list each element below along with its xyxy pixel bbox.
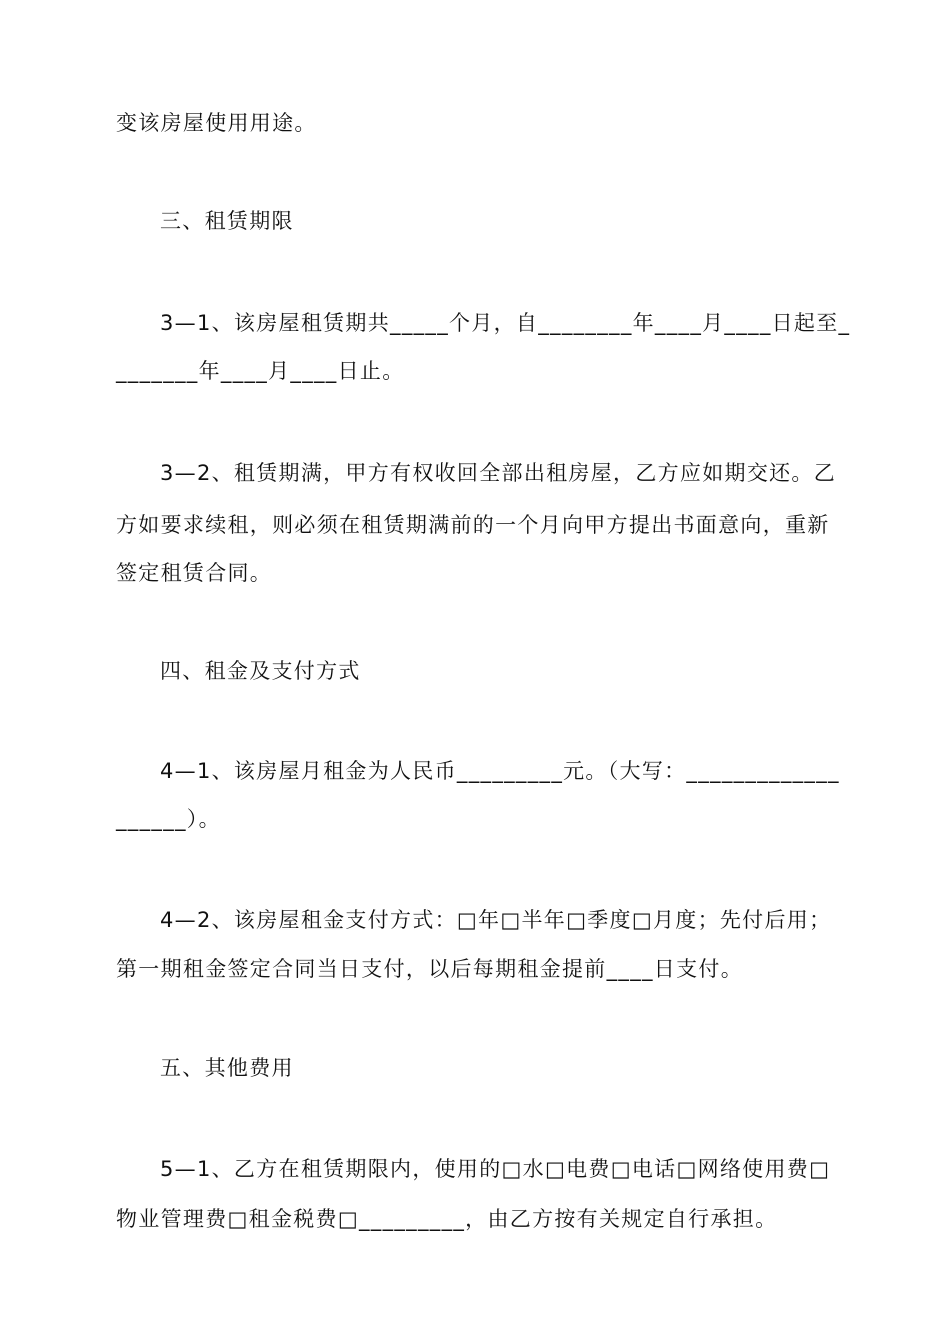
section-heading-lease-term: 三、租赁期限: [160, 209, 294, 233]
clause-5-1-line-1: 5—1、乙方在租赁期限内，使用的□水□电费□电话□网络使用费□: [160, 1157, 831, 1181]
clause-4-1-line-1: 4—1、该房屋月租金为人民币_________元。（大写：_____________: [160, 759, 840, 783]
clause-3-2-line-1: 3—2、租赁期满，甲方有权收回全部出租房屋，乙方应如期交还。乙: [160, 461, 837, 485]
clause-3-2-line-3: 签定租赁合同。: [116, 561, 273, 585]
clause-3-1-line-2: _______年____月____日止。: [116, 359, 405, 383]
clause-5-1-line-2: 物业管理费□租金税费□_________，由乙方按有关规定自行承担。: [116, 1207, 778, 1231]
section-heading-rent-payment: 四、租金及支付方式: [160, 659, 361, 683]
clause-4-2-line-2: 第一期租金签定合同当日支付，以后每期租金提前____日支付。: [116, 957, 743, 981]
clause-3-2-line-2: 方如要求续租，则必须在租赁期满前的一个月向甲方提出书面意向，重新: [116, 513, 830, 537]
section-heading-other-fees: 五、其他费用: [160, 1056, 294, 1080]
paragraph-continuation: 变该房屋使用用途。: [116, 111, 317, 135]
clause-4-2-line-1: 4—2、该房屋租金支付方式：□年□半年□季度□月度；先付后用；: [160, 908, 832, 932]
clause-3-1-line-1: 3—1、该房屋租赁期共_____个月，自________年____月____日起至_: [160, 311, 851, 335]
clause-4-1-line-2: ______）。: [116, 807, 221, 831]
